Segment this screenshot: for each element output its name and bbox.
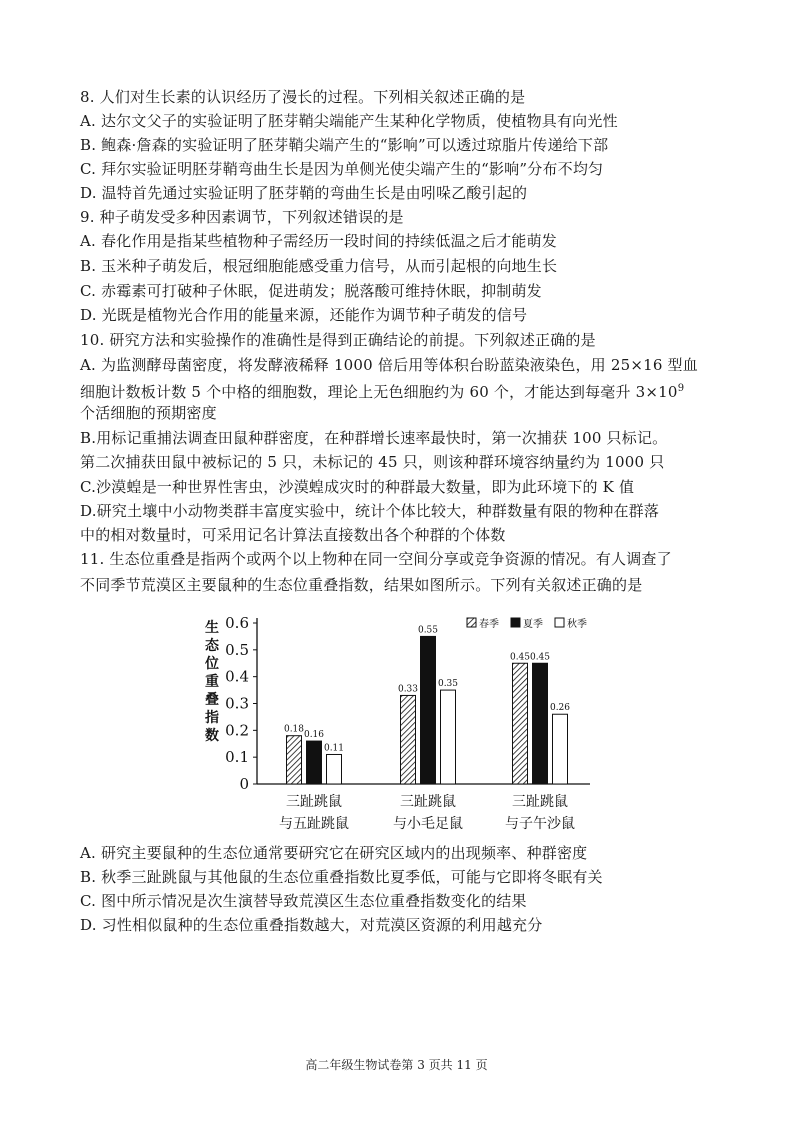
bar-value-label: 0.11: [323, 743, 345, 754]
q10-option-a-line2: [80, 378, 730, 403]
q10-option-a-line2-text: 细胞计数板计数 5 个中格的细胞数，理论上无色细胞约为 60 个，才能达到每毫升 3×10: [80, 383, 678, 401]
q9-option-b: B. 玉米种子萌发后，根冠细胞能感受重力信号，从而引起根的向地生长: [80, 257, 558, 275]
category-label-line1: 三趾跳鼠: [512, 794, 568, 810]
bar-value-label: 0.35: [437, 679, 459, 690]
bar-value-label: 0.26: [549, 703, 571, 714]
q8-stem: 8. 人们对生长素的认识经历了漫长的过程。下列相关叙述正确的是: [80, 88, 526, 106]
bar: [441, 690, 456, 784]
q11-option-c: C. 图中所示情况是次生演替导致荒漠区生态位重叠指数变化的结果: [80, 892, 527, 910]
q10-option-d-line2: 中的相对数量时，可采用记名计算法直接数出各个种群的个体数: [80, 526, 506, 544]
y-tick-label: 0.3: [225, 694, 249, 713]
legend-label: 秋季: [567, 619, 587, 630]
legend-label: 春季: [479, 619, 499, 630]
niche-overlap-chart: [195, 608, 605, 838]
page-footer: 高二年级生物试卷第 3 页共 11 页: [305, 1058, 488, 1072]
y-axis-label-char: 叠: [205, 692, 219, 708]
legend-swatch: [555, 618, 564, 627]
q8-option-a: A. 达尔文父子的实验证明了胚芽鞘尖端能产生某种化学物质，使植物具有向光性: [80, 112, 618, 130]
q10-option-a-line1: A. 为监测酵母菌密度，将发酵液稀释 1000 倍后用等体积台盼蓝染液染色，用 25×16 型血: [80, 356, 698, 374]
q9-stem: 9. 种子萌发受多种因素调节，下列叙述错误的是: [80, 208, 404, 226]
y-tick-label: 0.1: [225, 748, 249, 767]
bar: [533, 663, 548, 784]
q11-stem-line1: 11. 生态位重叠是指两个或两个以上物种在同一空间分享或竞争资源的情况。有人调查了: [80, 550, 672, 568]
y-tick-label: 0.4: [225, 667, 249, 686]
y-tick-label: 0.2: [225, 721, 249, 740]
q11-option-b: B. 秋季三趾跳鼠与其他鼠的生态位重叠指数比夏季低，可能与它即将冬眠有关: [80, 868, 603, 886]
bar-value-label: 0.45: [529, 652, 551, 663]
q10-option-d-line1: D.研究土壤中小动物类群丰富度实验中，统计个体比较大，种群数量有限的物种在群落: [80, 502, 660, 520]
legend-label: 夏季: [523, 619, 543, 630]
bar: [553, 714, 568, 784]
y-axis-label-char: 数: [205, 728, 219, 744]
category-label-line2: 与五趾跳鼠: [279, 816, 349, 832]
legend-swatch: [467, 618, 476, 627]
q10-exponent: 9: [677, 383, 685, 394]
q11-option-d: D. 习性相似鼠种的生态位重叠指数越大，对荒漠区资源的利用越充分: [80, 916, 543, 934]
category-label-line2: 与小毛足鼠: [393, 816, 463, 832]
q10-stem: 10. 研究方法和实验操作的准确性是得到正确结论的前提。下列叙述正确的是: [80, 331, 596, 349]
bar-value-label: 0.55: [417, 625, 439, 636]
q9-option-a: A. 春化作用是指某些植物种子需经历一段时间的持续低温之后才能萌发: [80, 232, 557, 250]
bar-value-label: 0.16: [303, 730, 325, 741]
y-axis-label-char: 生: [205, 620, 219, 636]
q10-option-a-line3: 个活细胞的预期密度: [80, 404, 217, 422]
q10-option-c: C.沙漠蝗是一种世界性害虫，沙漠蝗成灾时的种群最大数量，即为此环境下的 K 值: [80, 478, 635, 496]
bar: [287, 736, 302, 784]
q9-option-c: C. 赤霉素可打破种子休眠，促进萌发；脱落酸可维持休眠，抑制萌发: [80, 282, 542, 300]
q8-option-b: B. 鲍森·詹森的实验证明了胚芽鞘尖端产生的“影响”可以透过琼脂片传递给下部: [80, 136, 609, 154]
category-label-line2: 与子午沙鼠: [505, 816, 575, 832]
bar: [307, 741, 322, 784]
category-label-line1: 三趾跳鼠: [286, 794, 342, 810]
bar: [401, 695, 416, 784]
bar: [327, 754, 342, 784]
bar: [513, 663, 528, 784]
q11-option-a: A. 研究主要鼠种的生态位通常要研究它在研究区域内的出现频率、种群密度: [80, 844, 588, 862]
y-tick-label: 0: [239, 775, 249, 793]
category-label-line1: 三趾跳鼠: [400, 794, 456, 810]
bar-value-label: 0.45: [509, 652, 531, 663]
q11-stem-line2: 不同季节荒漠区主要鼠种的生态位重叠指数，结果如图所示。下列有关叙述正确的是: [80, 576, 643, 594]
y-axis-label-char: 重: [205, 674, 219, 690]
q8-option-c: C. 拜尔实验证明胚芽鞘弯曲生长是因为单侧光使尖端产生的“影响”分布不均匀: [80, 160, 604, 178]
q9-option-d: D. 光既是植物光合作用的能量来源，还能作为调节种子萌发的信号: [80, 306, 528, 324]
y-tick-label: 0.5: [225, 640, 249, 659]
q8-option-d: D. 温特首先通过实验证明了胚芽鞘的弯曲生长是由吲哚乙酸引起的: [80, 184, 528, 202]
y-tick-label: 0.6: [225, 614, 249, 632]
bar: [421, 636, 436, 784]
y-axis-label-char: 位: [205, 656, 219, 672]
bar-value-label: 0.18: [283, 724, 305, 735]
y-axis-label-char: 态: [205, 638, 219, 654]
legend-swatch: [511, 618, 520, 627]
q10-option-b-line1: B.用标记重捕法调查田鼠种群密度，在种群增长速率最快时，第一次捕获 100 只标记。: [80, 429, 668, 447]
q10-option-b-line2: 第二次捕获田鼠中被标记的 5 只，未标记的 45 只，则该种群环境容纳量约为 1000 只: [80, 453, 665, 471]
bar-value-label: 0.33: [397, 684, 419, 695]
y-axis-label-char: 指: [205, 710, 219, 726]
